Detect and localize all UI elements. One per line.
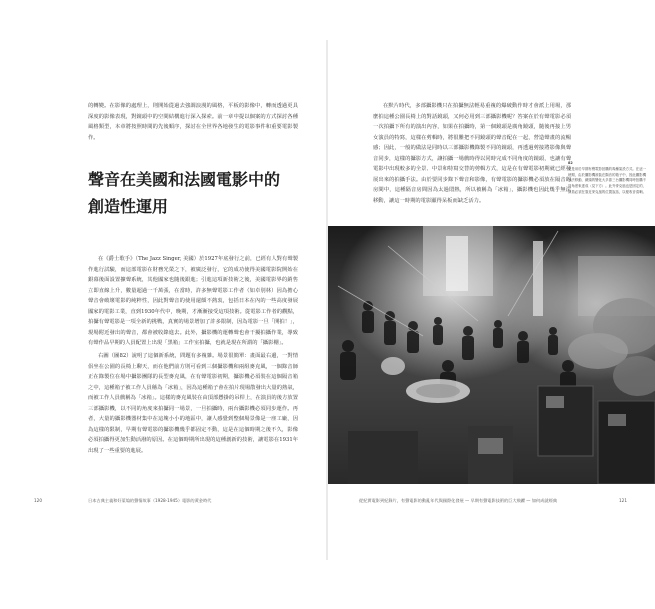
left-paragraph-1: 在《爵士歌手》（The Jazz Singer, 美國）於1927年底發行之前，已經有人對有聲製作進行試驗，而這部電影在財務光榮之下，被廣泛發行，它的成功使得美國電影院開始在銀幕後面設置擴聲系統，其他國家也隨後跟進；引進這項新技術之後，美國電影界的銷售立即直線上升，數量超過一千萬張，在當時，許多無聲電影工作者（如卓別林）因為擔心聲音會破壞電影的純粹性，因此對聲音的使用還頗不熱衷，包括日本在內的一些高度發展國家的電影工業，直到1930年代中，晚期，才漸漸接受這項技術。從電影工作者的觀點，拍攝有聲電影是一項全新的挑戰，真實的場景增加了許多限制，因為電影一旦「開拍！」，現場附近發出的聲音，都會被收錄進去。此外，攝影機的運轉聲也會干擾拍攝作業，導致有聲作品早期的人員配置上出現「黑箱」工作室拍攝，也就是現在所謂的「攝影棚」。 [88,256,298,346]
right-page-number: 121 [619,498,627,503]
left-body-text [88,254,298,349]
left-body-text-2 [88,351,298,491]
film-set-photo-illustration [328,226,655,484]
figure-number: 82 [568,161,573,165]
right-body-text [373,101,571,221]
right-running-title: 從紀實電影到紀錄片，有聲電影的動亂年代與國際化發展 — 早期有聲電影技術的巨大飛躍 — 如何成就經典 [359,498,557,503]
left-paragraph-2: 右圖（圖82）說明了這個新系統，問題有多複雜。場景很簡單：畫面最右邊，一對情侶坐在公園的長椅上聊天，而在他們前方則可看到三個攝影機和兩組麥克風，一個錄音師正在錄製位在場中攝影團隊的長型麥克風，在有聲電影初期，攝影機必須裝在這個隔音箱之中，這種箱子被工作人員稱為「冰箱」，因為這種箱子會在拍片現場散發出大量的熱氣，而被工作人員戲稱為「冰箱」。這樣的麥克風裝在由頂部懸掛的吊桿上，在演員的後方放置三部攝影機，以不同的角度來拍攝同一場景，一旦拍攝時，兩台攝影機必須同步運作。再者，大量的攝影機器材集中在這塊小小的地區中，讓人感覺到整個場景像是一座工廠，因為這樣的限制，早期有聲電影的攝影機幾乎都固定不動，這是在這個時期之後不久，影像必須拍攝得更加生動活潑的原因。在這個時期所出現的這種創新的技術，讓電影在1931年出現了一些重要的進展。 [88,353,298,454]
left-running-title: 日本古典主義和好萊塢的聲情故事（1928-1945）電影的黃金時代 [88,498,212,503]
left-page-number: 120 [34,498,42,503]
intro-text: 的轉變。在影像的處理上，則開始從過去強調浪漫的風格，平板的影像中，轉而透過更具深度的影像表現，對鏡頭中的空間結構進行深入探索。前一章中提以個案的方式探討各種風格類型，本章將按照時間的先後順序，探討在全世界各地發生的電影事件和重要電影製作。 [88,103,298,141]
film-set-photo [328,226,655,484]
section-heading: 聲音在美國和法國電影中的創造性運用 [88,170,281,216]
figure-caption [568,161,646,196]
right-paragraph-1: 在默片時代，多部攝影機只在拍攝無法輕易重複的爆破動作時才會派上用場，那麼拍這種公園長椅上的對話鏡頭，又何必用到三部攝影機呢？答案在於有聲電影必須一次拍攝下所有的演出內容，如果在拍攝時，第一個鏡頭是廣角鏡頭，隨後再接上男女演員的特寫，這樣在剪輯時，將很難把不同鏡頭的聲音配在一起，營造聲畫的流暢感；因此，一般的做法是同時以三部攝影機錄製不同的鏡頭，再透過剪接將影像與聲音同步，這樣的攝影方式，讓拍攝一場戲時得以同時完成不同角度的鏡頭，也讓有聲電影中出現較多的全景、中景和特寫交替的剪輯方式，這是在有聲電影初期就已經發展出來的拍攝手法。由於要同步錄下聲音和影像，有聲電影的攝影機必須放在隔音的房間中，這種隔音房間因為太過悶熱，所以被稱為「冰箱」，攝影機也因此幾乎無法移動，讓這一時期的電影顯得呆板而缺乏活力。 [373,103,571,204]
intro-paragraph [88,101,298,143]
caption-text: 這是用於早期有聲電影拍攝的幾種架設方式。在這一時期，由於攝影機被裝在隔音的箱子中，因此攝影機無法移動，鏡頭的變化大多靠三台攝影機同時拍攝不同角度來達成（見下方）。此外麥克風也是固定的，演員必須在靠近麥克風的位置說話，以便收音清晰。 [568,166,646,194]
left-page [0,0,327,609]
